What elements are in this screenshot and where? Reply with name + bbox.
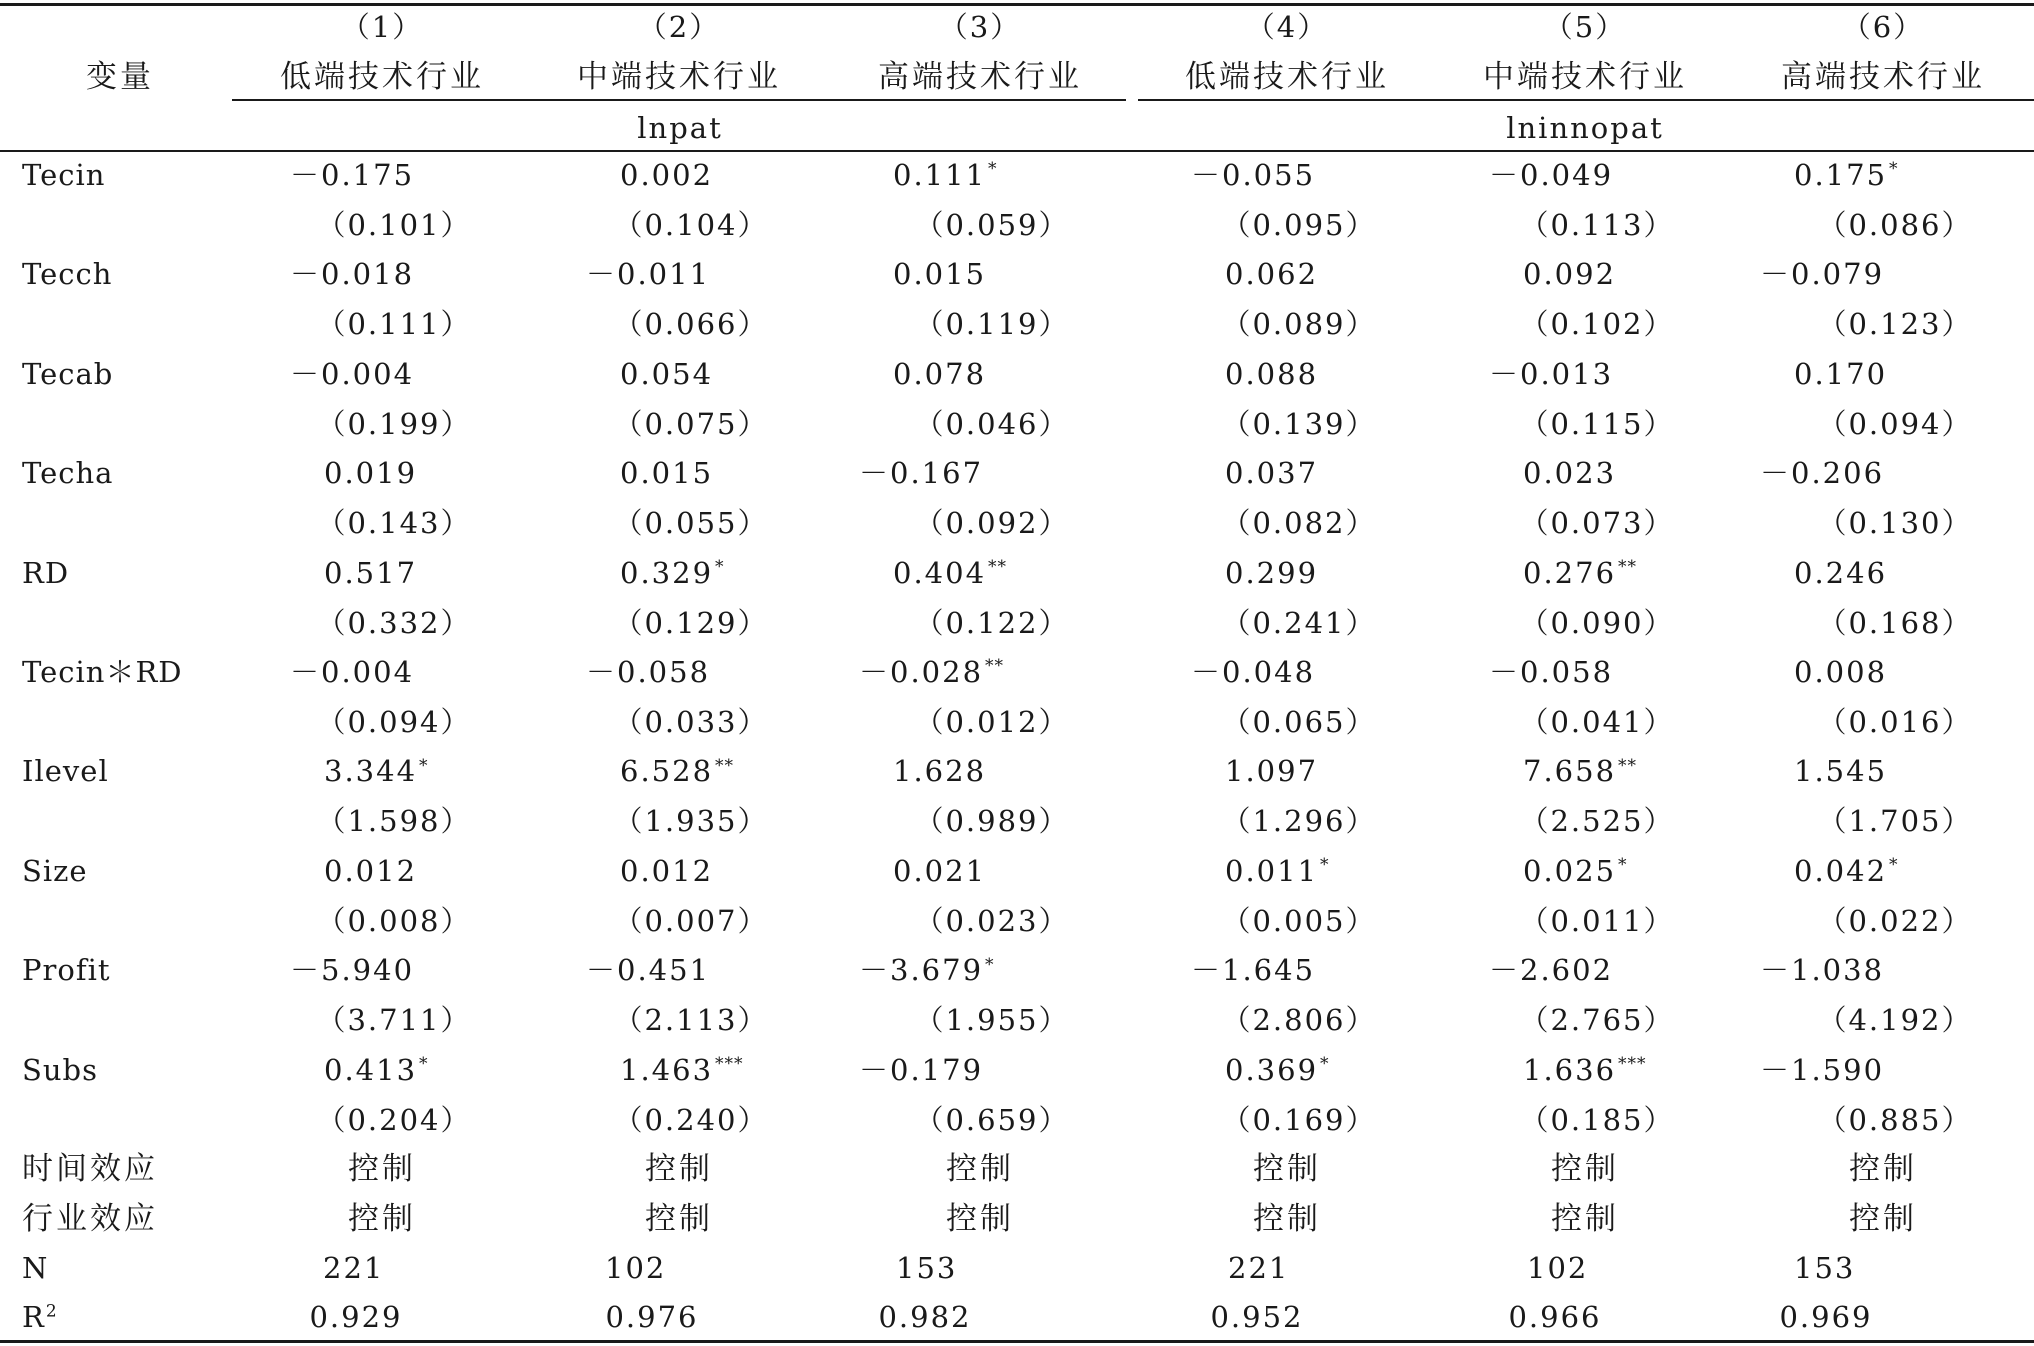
coefficient-cell: 0.054 (620, 356, 714, 391)
standard-error-cell: （0.185） (1519, 1102, 1675, 1137)
variable-label: Subs (22, 1052, 98, 1087)
standard-error-cell: （0.094） (1817, 406, 1973, 441)
coefficient-cell: 0.015 (620, 456, 714, 491)
coefficient-cell: 0.019 (324, 456, 418, 491)
coefficient-cell: －0.028 ** (859, 655, 1005, 689)
dependent-variable-lnpat: lnpat (637, 111, 723, 145)
standard-error-cell: （0.092） (914, 506, 1070, 541)
standard-error-cell: （2.806） (1221, 1003, 1377, 1038)
column-number: （5） (1543, 10, 1627, 44)
standard-error-cell: （0.659） (914, 1102, 1070, 1137)
coefficient-cell: －5.940 (290, 953, 415, 988)
standard-error-cell: （1.935） (613, 804, 769, 839)
coefficient-cell: 0.088 (1225, 356, 1319, 391)
column-number: （3） (938, 10, 1022, 44)
control-value: 控制 (1253, 1201, 1321, 1237)
control-value: 控制 (946, 1151, 1014, 1187)
column-number: （2） (637, 10, 721, 44)
standard-error-cell: （0.111） (316, 307, 472, 342)
variable-label: Tecin (22, 158, 106, 192)
standard-error-cell: （0.041） (1519, 705, 1675, 739)
control-value: 控制 (946, 1201, 1014, 1237)
significance-stars: *** (715, 1053, 744, 1074)
column-number: （4） (1245, 10, 1329, 44)
standard-error-cell: （0.115） (1519, 406, 1675, 441)
standard-error-cell: （0.046） (914, 406, 1070, 441)
coefficient-cell: －0.451 (586, 953, 711, 988)
standard-error-cell: （1.296） (1221, 804, 1377, 839)
standard-error-cell: （0.008） (316, 903, 472, 938)
standard-error-cell: （2.765） (1519, 1003, 1675, 1038)
coefficient-cell: 0.413 * (324, 1052, 429, 1087)
n-value: 153 (1794, 1251, 1856, 1285)
r-squared-value: 0.969 (1779, 1300, 1873, 1334)
variable-label: Tecin＊RD (22, 655, 183, 689)
standard-error-cell: （0.055） (613, 506, 769, 541)
coefficient-cell: 0.025 * (1523, 853, 1628, 888)
control-value: 控制 (645, 1201, 713, 1237)
standard-error-cell: （0.143） (316, 506, 472, 541)
coefficient-cell: －0.079 (1760, 257, 1885, 292)
variable-label: Profit (22, 953, 111, 988)
control-value: 控制 (1253, 1151, 1321, 1187)
r-squared-superscript: 2 (45, 1301, 59, 1322)
coefficient-cell: 0.023 (1523, 456, 1617, 491)
column-industry-header: 中端技术行业 (1483, 59, 1687, 95)
standard-error-cell: （0.199） (316, 406, 472, 441)
variable-label: RD (22, 555, 70, 590)
significance-stars: * (988, 159, 998, 180)
coefficient-cell: 0.299 (1225, 555, 1319, 590)
standard-error-cell: （0.059） (914, 208, 1070, 242)
standard-error-cell: （0.012） (914, 705, 1070, 739)
coefficient-cell: 1.097 (1225, 754, 1319, 789)
coefficient-cell: 0.246 (1794, 555, 1888, 590)
coefficient-cell: －0.004 (290, 356, 415, 391)
coefficient-cell: －0.049 (1489, 158, 1614, 192)
standard-error-cell: （0.073） (1519, 506, 1675, 541)
n-value: 102 (1527, 1251, 1589, 1285)
standard-error-cell: （0.090） (1519, 605, 1675, 640)
coefficient-cell: 0.012 (620, 853, 714, 888)
dependent-variable-lninnopat: lninnopat (1506, 111, 1664, 145)
coefficient-cell: －2.602 (1489, 953, 1614, 988)
standard-error-cell: （0.241） (1221, 605, 1377, 640)
coefficient-cell: 0.011 * (1225, 853, 1330, 888)
coefficient-cell: 1.545 (1794, 754, 1888, 789)
bottom-rule (0, 1340, 2034, 1343)
variable-header: 变量 (86, 59, 154, 95)
coefficient-cell: －0.013 (1489, 356, 1614, 391)
coefficient-cell: 0.092 (1523, 257, 1617, 292)
coefficient-cell: 1.463 *** (620, 1052, 744, 1087)
n-value: 221 (1228, 1251, 1290, 1285)
standard-error-cell: （1.705） (1817, 804, 1973, 839)
standard-error-cell: （2.113） (613, 1003, 769, 1038)
control-value: 控制 (1849, 1201, 1917, 1237)
standard-error-cell: （0.113） (1519, 208, 1675, 242)
control-value: 控制 (1551, 1151, 1619, 1187)
coefficient-cell: －1.038 (1760, 953, 1885, 988)
coefficient-cell: 0.170 (1794, 356, 1888, 391)
standard-error-cell: （0.075） (613, 406, 769, 441)
coefficient-cell: 0.369 * (1225, 1052, 1330, 1087)
standard-error-cell: （0.082） (1221, 506, 1377, 541)
significance-stars: * (985, 954, 995, 975)
column-industry-header: 低端技术行业 (280, 59, 484, 95)
coefficient-cell: 0.012 (324, 853, 418, 888)
coefficient-cell: 0.329 * (620, 555, 725, 590)
coefficient-cell: 0.015 (893, 257, 987, 292)
standard-error-cell: （0.023） (914, 903, 1070, 938)
coefficient-cell: －0.179 (859, 1052, 984, 1087)
standard-error-cell: （0.104） (613, 208, 769, 242)
significance-stars: ** (715, 755, 735, 776)
standard-error-cell: （0.169） (1221, 1102, 1377, 1137)
n-value: 153 (896, 1251, 958, 1285)
n-value: 102 (605, 1251, 667, 1285)
coefficient-cell: 7.658 ** (1523, 754, 1638, 789)
standard-error-cell: （0.089） (1221, 307, 1377, 342)
significance-stars: * (1889, 855, 1899, 876)
significance-stars: * (1320, 855, 1330, 876)
standard-error-cell: （0.022） (1817, 903, 1973, 938)
control-value: 控制 (645, 1151, 713, 1187)
coefficient-cell: 1.628 (893, 754, 987, 789)
control-value: 控制 (348, 1201, 416, 1237)
coefficient-cell: 0.002 (620, 158, 714, 192)
column-industry-header: 低端技术行业 (1185, 59, 1389, 95)
coefficient-cell: －0.018 (290, 257, 415, 292)
n-value: 221 (323, 1251, 385, 1285)
r-squared-value: 0.952 (1210, 1300, 1304, 1334)
control-label: 行业效应 (22, 1201, 158, 1237)
standard-error-cell: （0.095） (1221, 208, 1377, 242)
column-number: （1） (340, 10, 424, 44)
coefficient-cell: －1.590 (1760, 1052, 1885, 1087)
coefficient-cell: 0.078 (893, 356, 987, 391)
coefficient-cell: －0.167 (859, 456, 984, 491)
standard-error-cell: （0.240） (613, 1102, 769, 1137)
coefficient-cell: 3.344 * (324, 754, 429, 789)
coefficient-cell: －0.055 (1191, 158, 1316, 192)
standard-error-cell: （0.101） (316, 208, 472, 242)
n-label: N (22, 1251, 50, 1285)
r-squared-value: 0.929 (309, 1300, 403, 1334)
variable-label: Tecab (22, 356, 114, 391)
r-squared-value: 0.966 (1508, 1300, 1602, 1334)
standard-error-cell: （0.129） (613, 605, 769, 640)
coefficient-cell: 0.021 (893, 853, 987, 888)
r-squared-value: 0.982 (878, 1300, 972, 1334)
control-value: 控制 (1849, 1151, 1917, 1187)
significance-stars: * (715, 556, 725, 577)
coefficient-cell: 1.636 *** (1523, 1052, 1647, 1087)
significance-stars: * (419, 755, 429, 776)
standard-error-cell: （0.033） (613, 705, 769, 739)
coefficient-cell: －0.058 (586, 655, 711, 689)
standard-error-cell: （0.102） (1519, 307, 1675, 342)
coefficient-cell: 0.037 (1225, 456, 1319, 491)
standard-error-cell: （0.130） (1817, 506, 1973, 541)
variable-label: Size (22, 853, 88, 888)
coefficient-cell: 0.111 * (893, 158, 998, 192)
coefficient-cell: －0.206 (1760, 456, 1885, 491)
standard-error-cell: （0.122） (914, 605, 1070, 640)
significance-stars: * (1889, 159, 1899, 180)
r-squared-value: 0.976 (605, 1300, 699, 1334)
standard-error-cell: （0.066） (613, 307, 769, 342)
coefficient-cell: 0.404 ** (893, 555, 1008, 590)
significance-stars: * (1618, 855, 1628, 876)
standard-error-cell: （1.598） (316, 804, 472, 839)
coefficient-cell: －0.175 (290, 158, 415, 192)
column-industry-header: 中端技术行业 (577, 59, 781, 95)
standard-error-cell: （2.525） (1519, 804, 1675, 839)
standard-error-cell: （0.119） (914, 307, 1070, 342)
standard-error-cell: （0.011） (1519, 903, 1675, 938)
coefficient-cell: 0.008 (1794, 655, 1888, 689)
significance-stars: ** (985, 656, 1005, 677)
coefficient-cell: 0.042 * (1794, 853, 1899, 888)
coefficient-cell: 0.062 (1225, 257, 1319, 292)
control-value: 控制 (348, 1151, 416, 1187)
coefficient-cell: 0.175 * (1794, 158, 1899, 192)
variable-label: Techa (22, 456, 114, 491)
standard-error-cell: （0.123） (1817, 307, 1973, 342)
standard-error-cell: （0.168） (1817, 605, 1973, 640)
r-squared-label: $R^2$ (22, 1300, 59, 1334)
significance-stars: * (419, 1053, 429, 1074)
coefficient-cell: －0.058 (1489, 655, 1614, 689)
standard-error-cell: （0.885） (1817, 1102, 1973, 1137)
coefficient-cell: －3.679 * (859, 953, 995, 988)
significance-stars: ** (1618, 556, 1638, 577)
column-number: （6） (1841, 10, 1925, 44)
variable-label: Tecch (22, 257, 113, 292)
standard-error-cell: （0.204） (316, 1102, 472, 1137)
significance-stars: ** (1618, 755, 1638, 776)
significance-stars: * (1320, 1053, 1330, 1074)
standard-error-cell: （0.086） (1817, 208, 1973, 242)
control-label: 时间效应 (22, 1151, 158, 1187)
standard-error-cell: （3.711） (316, 1003, 472, 1038)
standard-error-cell: （0.065） (1221, 705, 1377, 739)
standard-error-cell: （1.955） (914, 1003, 1070, 1038)
standard-error-cell: （0.989） (914, 804, 1070, 839)
control-value: 控制 (1551, 1201, 1619, 1237)
coefficient-cell: －0.048 (1191, 655, 1316, 689)
standard-error-cell: （4.192） (1817, 1003, 1973, 1038)
standard-error-cell: （0.016） (1817, 705, 1973, 739)
coefficient-cell: －0.011 (586, 257, 711, 292)
variable-label: Ilevel (22, 754, 109, 789)
standard-error-cell: （0.007） (613, 903, 769, 938)
standard-error-cell: （0.094） (316, 705, 472, 739)
standard-error-cell: （0.139） (1221, 406, 1377, 441)
coefficient-cell: 0.276 ** (1523, 555, 1638, 590)
standard-error-cell: （0.332） (316, 605, 472, 640)
significance-stars: ** (988, 556, 1008, 577)
significance-stars: *** (1618, 1053, 1647, 1074)
coefficient-cell: －0.004 (290, 655, 415, 689)
coefficient-cell: 0.517 (324, 555, 418, 590)
column-industry-header: 高端技术行业 (1781, 59, 1985, 95)
coefficient-cell: －1.645 (1191, 953, 1316, 988)
column-industry-header: 高端技术行业 (878, 59, 1082, 95)
standard-error-cell: （0.005） (1221, 903, 1377, 938)
coefficient-cell: 6.528 ** (620, 754, 735, 789)
